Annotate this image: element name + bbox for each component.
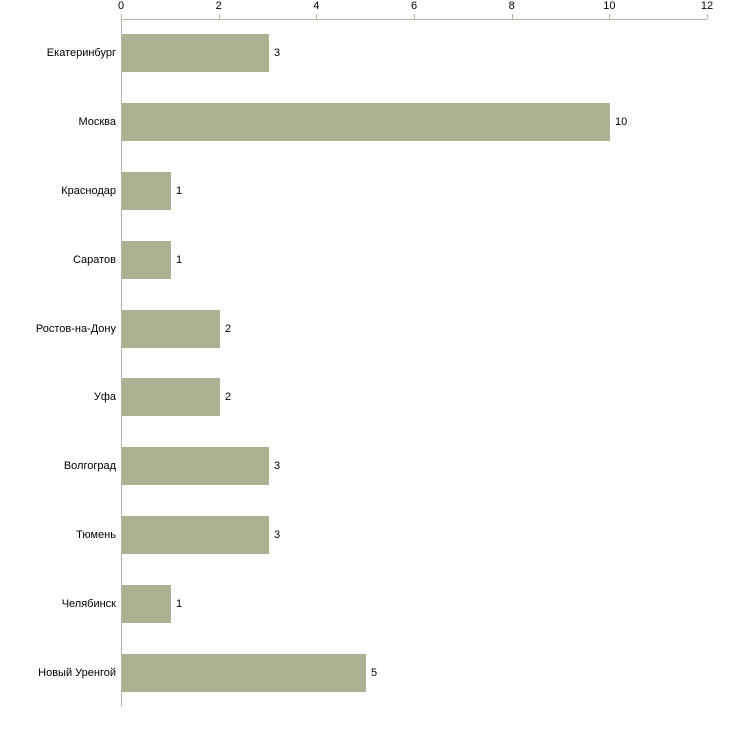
bar[interactable] (122, 585, 171, 623)
category-label: Уфа (93, 391, 116, 404)
bar-value-label: 5 (371, 666, 378, 679)
bar[interactable] (122, 654, 366, 692)
bar-value-label: 2 (225, 322, 232, 335)
x-tick-label: 0 (117, 0, 125, 12)
bar[interactable] (122, 172, 171, 210)
x-tick-label: 12 (700, 0, 714, 12)
category-label: Волгоград (63, 460, 116, 473)
x-tick-mark (316, 14, 317, 19)
x-tick-label: 6 (410, 0, 418, 12)
x-tick-label: 2 (215, 0, 222, 12)
bar-value-label: 10 (615, 116, 628, 129)
bar[interactable] (122, 447, 269, 485)
bar[interactable] (122, 241, 171, 279)
x-tick-label: 8 (508, 0, 515, 12)
bar-value-label: 3 (274, 47, 281, 60)
bar-value-label: 3 (274, 529, 281, 541)
x-tick-mark (121, 14, 122, 19)
x-tick-mark (414, 14, 415, 19)
x-tick-label: 4 (313, 0, 320, 12)
bar-value-label: 1 (176, 185, 183, 197)
category-label: Тюмень (76, 529, 116, 541)
category-label: Челябинск (61, 597, 116, 610)
bar-value-label: 1 (176, 597, 183, 610)
x-tick-mark (219, 14, 220, 19)
bar[interactable] (122, 310, 220, 348)
x-tick-mark (512, 14, 513, 19)
category-label: Екатеринбург (46, 47, 116, 60)
bar[interactable] (122, 103, 610, 141)
bar[interactable] (122, 516, 269, 554)
bar-value-label: 3 (274, 460, 281, 473)
bar[interactable] (122, 378, 220, 416)
category-label: Ростов-на-Дону (35, 322, 116, 335)
x-tick-mark (609, 14, 610, 19)
category-label: Новый Уренгой (38, 666, 116, 679)
x-axis-line (121, 19, 707, 20)
x-tick-mark (707, 14, 708, 19)
bar[interactable] (122, 34, 269, 72)
bar-value-label: 2 (225, 391, 232, 404)
category-label: Саратов (72, 253, 116, 266)
bar-value-label: 1 (176, 253, 183, 266)
category-label: Краснодар (61, 185, 116, 197)
x-tick-label: 10 (603, 0, 616, 12)
category-label: Москва (78, 116, 116, 129)
